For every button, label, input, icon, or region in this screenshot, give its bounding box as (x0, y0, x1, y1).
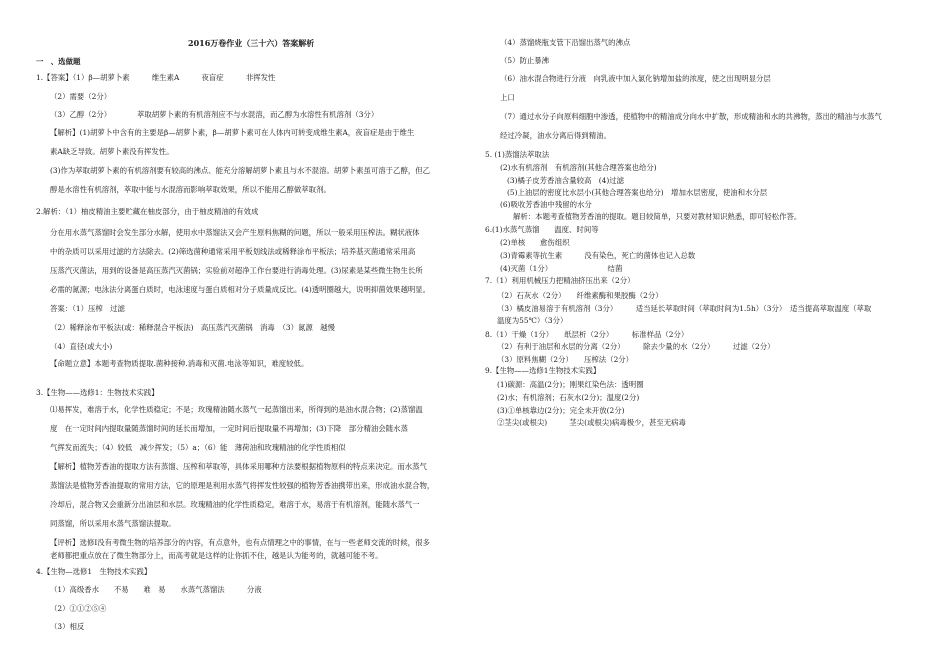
answer-line: 温度为55℃）（3分） (497, 316, 568, 325)
answer-line: (2)单核 愈伤组织 (500, 238, 570, 247)
answer-line: ⑴易挥发，难溶于水，化学性质稳定；不是；玫瑰精油随水蒸气一起蒸馏出来，所得到的是油水混合物；(2)蒸馏温 (50, 405, 423, 414)
answer-line: （6）油水混合物进行分液 向乳液中加入氯化钠增加盐的浓度，使之出现明显分层 (500, 74, 771, 83)
analysis-line: 冷却后，混合物又会重新分出油层和水层。玫瑰精油的化学性质稳定，难溶于水，易溶于有机溶剂，能随水蒸气一 (50, 500, 420, 509)
answer-line: （3）乙醇（2分） 萃取胡萝卜素的有机溶剂应不与水混溶，而乙醇为水溶性有机溶剂（3分） (50, 110, 379, 119)
analysis-line: 【解析】(1)胡萝卜中含有的主要是β—胡萝卜素，β—胡萝卜素可在人体内可转变成维生素A，夜盲症是由于维生 (50, 128, 415, 137)
answer-line: (2)水；有机溶剂；石灰水(2分)；温度(2分) (497, 393, 640, 402)
answer-line: （3）相反 (50, 622, 85, 631)
answer-line: (2)水有机溶剂 有机溶剂(其他合理答案也给分) (500, 163, 657, 172)
section-heading: 一 、选做题 (36, 57, 81, 66)
answer-line: （3）橘皮油易溶于有机溶剂（3分） 适当延长萃取时间（萃取时间为1.5h）（3分） 适当提高萃取温度（萃取 (497, 304, 872, 313)
analysis-line: 必需的氮源；电泳法分离蛋白质时，电泳速度与蛋白质相对分子质量成反比。(4)透明圈越大，说明抑菌效果越明显。 (50, 285, 431, 294)
answer-line: （2）需要（2分） (50, 92, 112, 101)
answer-line: 上口 (500, 93, 515, 102)
answer-line: （4）直径(或大小) (50, 342, 113, 351)
answer-line: (1)碳源：高温(2分)；刚果红染色法：透明圈 (497, 380, 644, 389)
answer-line: 答案：（1）压榨 过滤 (50, 304, 125, 313)
analysis-line: 蒸馏法是植物芳香油提取的常用方法，它的原理是利用水蒸气将挥发性较强的植物芳香油携带出来，形成油水混合物， (50, 481, 435, 490)
answer-line: （2）有利于油层和水层的分离（2分） 除去少量的水（2分） 过滤（2分） (497, 342, 775, 351)
analysis-line: 【解析】植物芳香油的提取方法有蒸馏、压榨和萃取等，具体采用哪种方法要根据植物原料的特点来决定。而水蒸气 (50, 462, 427, 471)
analysis-line: (3)作为萃取胡萝卜素的有机溶剂要有较高的沸点、能充分溶解胡萝卜素且与水不混溶。胡萝卜素虽可溶于乙醇，但乙 (50, 166, 431, 175)
answer-line: （2）①①②⑤④ (50, 604, 107, 613)
answer-line: (5)上油层的密度比水层小(其他合理答案也给分) 增加水层密度，使油和水分层 (507, 188, 768, 197)
answer-line: 度 在一定时间内提取量随蒸馏时间的延长而增加，一定时间后提取量不再增加；(3)下降 部分精油会随水蒸 (50, 424, 408, 433)
answer-line: 气挥发而流失；（4）较低 减少挥发；（5）a；（6）能 薄荷油和玫瑰精油的化学性质相似 (50, 443, 346, 452)
answer-line: （7）通过水分子向原料细胞中渗透，使植物中的精油成分向水中扩散，形成精油和水的共沸物，蒸出的精油与水蒸气 (500, 112, 882, 121)
analysis-line: 压蒸汽灭菌法，用到的设备是高压蒸汽灭菌锅；实验前对超净工作台要进行消毒处理。(3)尿素是某些微生物生长所 (50, 266, 423, 275)
answer-line: （2）稀释涂布平板法(或：稀释混合平板法) 高压蒸汽灭菌锅 消毒 （3）氮源 越慢 (50, 323, 335, 332)
answer-line: （1）高级香水 不易 难 易 水蒸气蒸馏法 分液 (50, 585, 262, 594)
analysis-line: 分在用水蒸气蒸馏时会发生部分水解，使用水中蒸馏法又会产生原料焦糊的问题，所以一般采用压榨法。糊状液体 (50, 228, 420, 237)
answer-line: 2.解析：（1）柚皮精油主要贮藏在柚皮部分，由于柚皮精油的有效成 (36, 207, 259, 216)
comment-line: 老师都把重点放在了微生物部分上，而高考就是这样的让你抓不住，越是认为能考的，就越可能不考。 (50, 551, 383, 560)
analysis-line: 素A缺乏导致。胡萝卜素没有挥发性。 (50, 147, 174, 156)
answer-line: （3）原料焦糊（2分） 压榨法（2分） (497, 355, 634, 364)
answer-line: ②茎尖(或根尖) 茎尖(或根尖)病毒极少，甚至无病毒 (497, 418, 686, 427)
answer-line: 5. (1)蒸馏法萃取法 (485, 150, 550, 159)
answer-line: 7.（1）利用机械压力把精油挤压出来（2分） (485, 276, 635, 285)
answer-line: (3)橘子皮芳香油含量较高 (4)过滤 (507, 176, 625, 185)
answer-line: (3)青霉素等抗生素 没有染色，死亡的菌体也记入总数 (500, 251, 696, 260)
answer-line: 经过冷凝，油水分离后得到精油。 (500, 131, 611, 140)
analysis-line: 醇是水溶性有机溶剂，萃取中能与水混溶而影响萃取效果，所以不能用乙醇做萃取剂。 (50, 185, 331, 194)
analysis-line: 中的杂质可以采用过滤的方法除去。(2)筛选菌种通常采用平板划线法或稀释涂布平板法；培养基灭菌通常采用高 (50, 247, 416, 256)
comment-line: 【评析】选修Ⅰ没有考微生物的培养部分的内容，有点意外，也有点情理之中的事情，在与一些老师交流的时候，很多 (50, 538, 430, 547)
answer-line: (6)吸收芳香油中残留的水分 (500, 200, 592, 209)
answer-line: (4)灭菌（1分） 结菌 (500, 264, 623, 273)
answer-line: 9.【生物——选修1生物技术实践】 (485, 366, 601, 375)
answer-line: （4）蒸馏烧瓶支管下沿馏出蒸气的沸点 (500, 38, 631, 47)
answer-line: 1.【答案】（1）β—胡萝卜素 维生素A 夜盲症 非挥发性 (36, 73, 276, 82)
answer-line: （2）石灰水（2分） 纤维素酶和果胶酶（2分） (497, 291, 663, 300)
answer-line: 3.【生物——选修1：生物技术实践】 (36, 388, 159, 397)
answer-line: 4.【生物—选修1 生物技术实践】 (36, 567, 152, 576)
answer-line: (3)①单核靠边(2分)；完全未开放(2分) (497, 406, 625, 415)
answer-line: 6.(1)水蒸气蒸馏 温度、时间等 (485, 225, 599, 234)
document-title: 2016万卷作业（三十六）答案解析 (188, 38, 315, 48)
analysis-line: 同蒸馏，所以采用水蒸气蒸馏法提取。 (50, 519, 176, 528)
answer-line: 8.（1）干燥（1分） 纸层析（2分） 标准样品（2分） (485, 330, 689, 339)
comment-line: 【命题立意】本题考查物质提取.菌种接种.消毒和灭菌.电泳等知识，难度较低。 (50, 359, 309, 368)
analysis-line: 解析：本题考查植物芳香油的提取。题目较简单，只要对教材知识熟悉，即可轻松作答。 (513, 212, 802, 221)
answer-line: （5）防止暴沸 (500, 56, 550, 65)
